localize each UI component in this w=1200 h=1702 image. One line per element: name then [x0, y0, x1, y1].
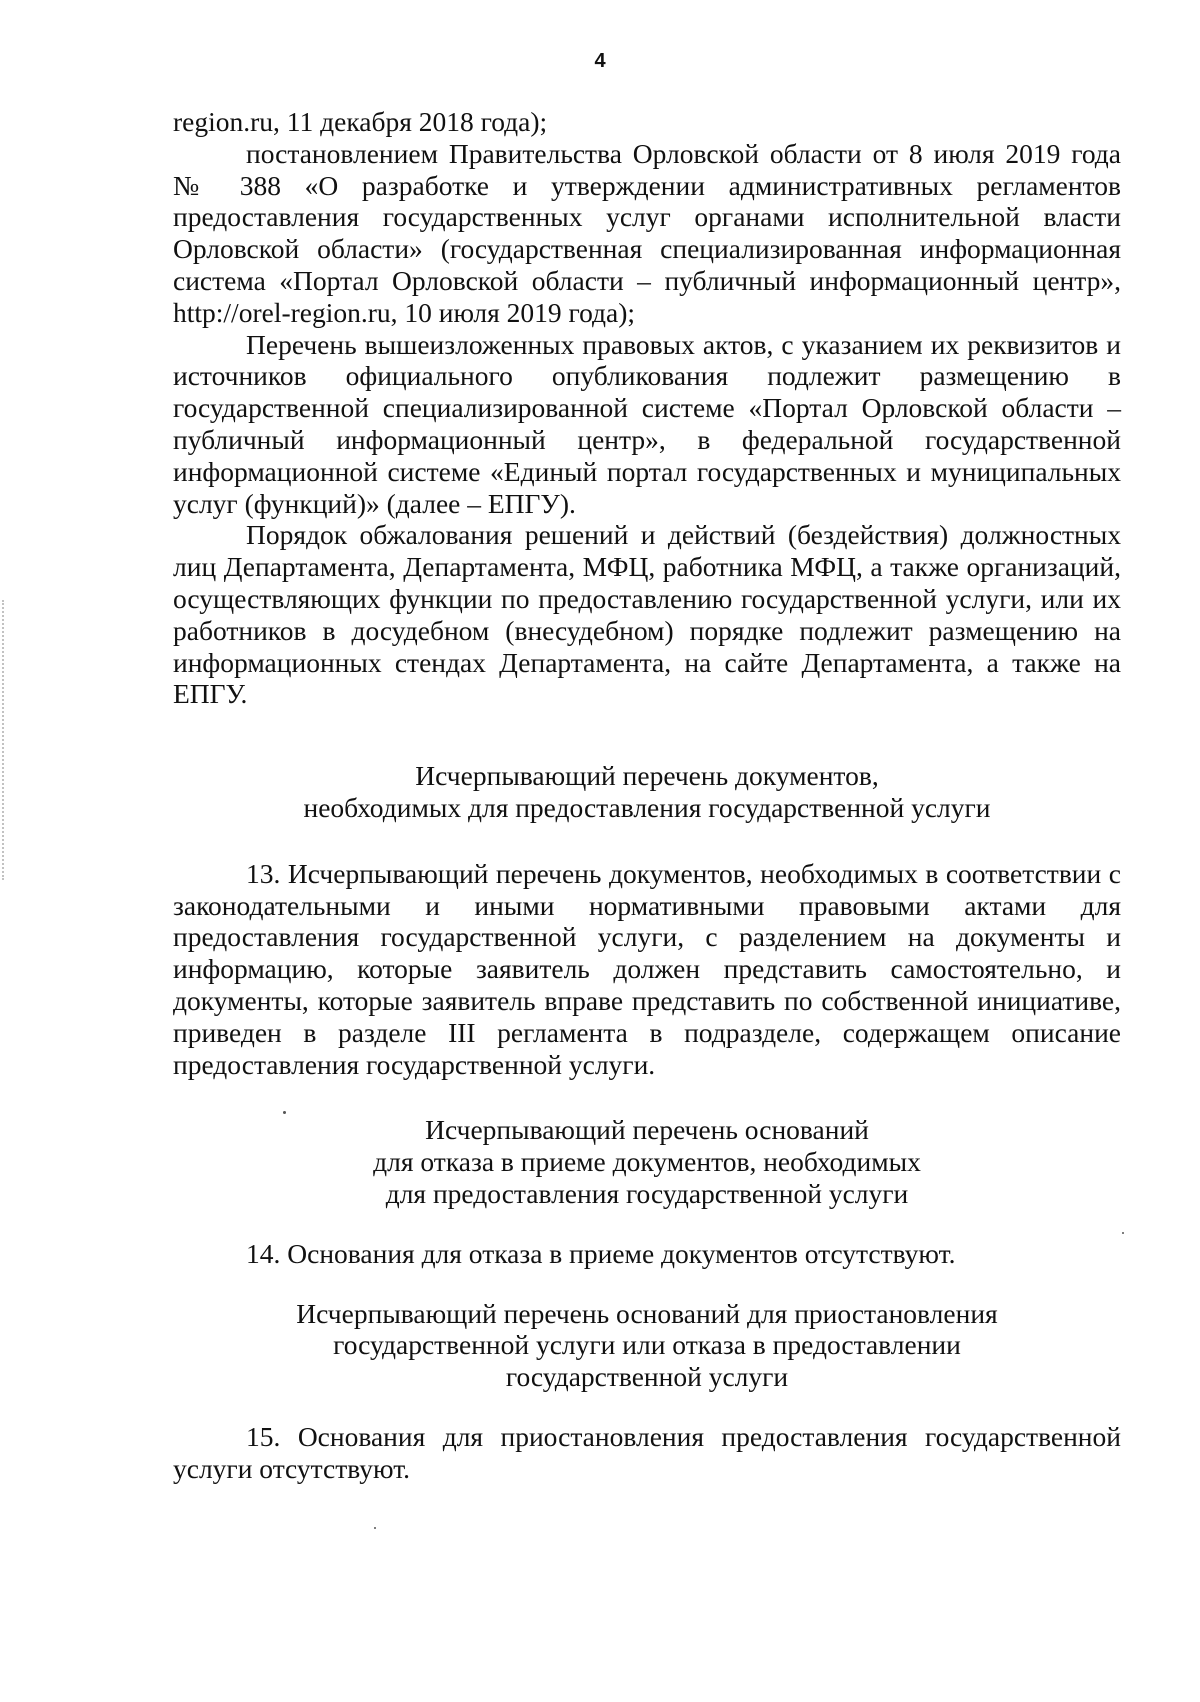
page-number: 4: [594, 50, 606, 72]
paragraph-13: 13. Исчерпывающий перечень документов, необходимых в соответствии с законодательными и иными нормативными правовыми актами для предоставления государственной услуги, с разделением на документы и информацию, которые заявитель должен представить самостоятельно, и документы, которые заявитель вправе представить по собственной инициативе, приведен в разделе III регламента в подразделе, содержащем описание предоставления государственной услуги.: [173, 857, 1121, 1080]
spacer: [173, 824, 1121, 858]
heading-line: государственной услуги или отказа в предоставлении: [333, 1329, 961, 1361]
spacer: [173, 1080, 1121, 1114]
paragraph-14: 14. Основания для отказа в приеме документов отсутствуют.: [246, 1237, 956, 1269]
heading-line: для отказа в приеме документов, необходимых: [373, 1146, 921, 1178]
spacer: [173, 710, 1121, 760]
paragraph-15: 15. Основания для приостановления предоставления государственной услуги отсутствуют.: [173, 1420, 1121, 1484]
heading-line: для предоставления государственной услуги: [385, 1177, 909, 1209]
scan-speck: [1122, 1232, 1124, 1234]
paragraph-appeal-procedure: Порядок обжалования решений и действий (бездействия) должностных лиц Департамента, Департамента, МФЦ, работника МФЦ, а также организаций, осуществляющих функции по предоставлению государственной услуги, или их работников в досудебном (внесудебном) порядке подлежит размещению на информационных стендах Департамента, на сайте Департамента, а также на ЕПГУ.: [173, 519, 1121, 710]
scan-edge-marks: [2, 600, 7, 880]
spacer: [173, 1270, 1121, 1298]
section-heading-documents: [173, 760, 1121, 824]
section-heading-suspension-grounds: [173, 1298, 1121, 1393]
heading-line: Исчерпывающий перечень оснований для приостановления: [296, 1297, 998, 1329]
heading-line: государственной услуги: [505, 1361, 789, 1393]
scan-speck: [374, 1527, 376, 1529]
spacer: [173, 1393, 1121, 1421]
spacer: [173, 1210, 1121, 1238]
section-heading-refusal-grounds: [173, 1114, 1121, 1209]
heading-line: необходимых для предоставления государственной услуги: [303, 791, 991, 823]
scan-speck: [283, 1111, 286, 1114]
paragraph-legal-acts-list: Перечень вышеизложенных правовых актов, с указанием их реквизитов и источников официального опубликования подлежит размещению в государственной специализированной системе «Портал Орловской области – публичный информационный центр», в федеральной государственной информационной системе «Единый портал государственных и муниципальных услуг (функций)» (далее – ЕПГУ).: [173, 328, 1121, 519]
heading-line: Исчерпывающий перечень документов,: [415, 760, 879, 792]
paragraph-continuation: region.ru, 11 декабря 2018 года);: [173, 106, 548, 137]
heading-line: Исчерпывающий перечень оснований: [425, 1114, 869, 1146]
document-body: [173, 106, 1121, 1484]
paragraph-resolution-388: постановлением Правительства Орловской области от 8 июля 2019 года № 388 «О разработке и утверждении административных регламентов предоставления государственных услуг органами исполнительной власти Орловской области» (государственная специализированная информационная система «Портал Орловской области – публичный информационный центр», http://orel-region.ru, 10 июля 2019 года);: [173, 137, 1121, 328]
